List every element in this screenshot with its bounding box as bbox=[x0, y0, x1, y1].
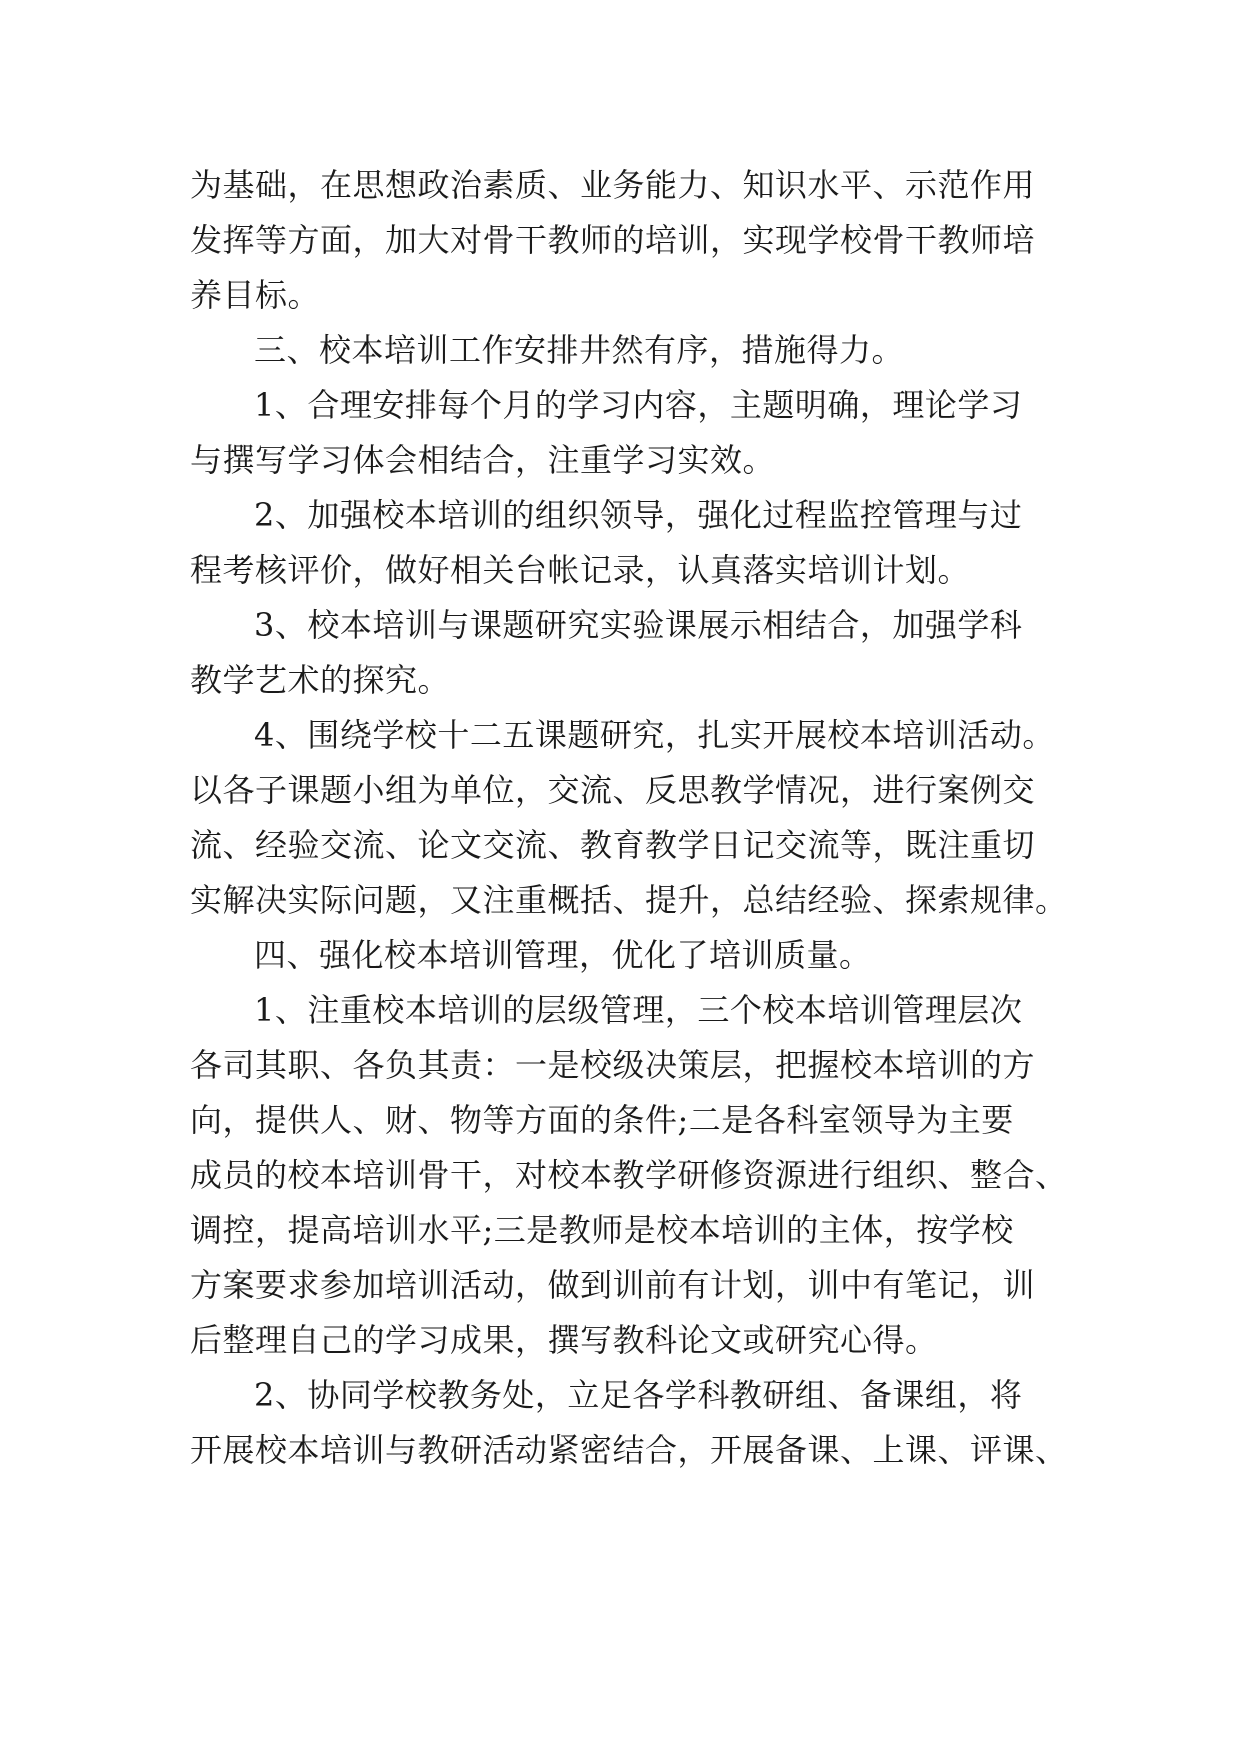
text-line: 2、协同学校教务处，立足各学科教研组、备课组，将 bbox=[254, 1376, 1023, 1414]
text-line: 实解决实际问题，又注重概括、提升，总结经验、探索规律。 bbox=[190, 881, 1068, 919]
text-line: 养目标。 bbox=[190, 276, 321, 314]
text-line: 后整理自己的学习成果，撰写教科论文或研究心得。 bbox=[190, 1321, 938, 1359]
text-line: 流、经验交流、论文交流、教育教学日记交流等，既注重切 bbox=[190, 826, 1036, 864]
section-heading: 三、校本培训工作安排井然有序，措施得力。 bbox=[254, 331, 905, 369]
text-line: 2、加强校本培训的组织领导，强化过程监控管理与过 bbox=[254, 496, 1023, 534]
body-text bbox=[190, 158, 1068, 1478]
section-heading: 四、强化校本培训管理，优化了培训质量。 bbox=[254, 936, 872, 974]
text-line: 以各子课题小组为单位，交流、反思教学情况，进行案例交 bbox=[190, 771, 1036, 809]
text-line: 与撰写学习体会相结合，注重学习实效。 bbox=[190, 441, 776, 479]
text-line: 开展校本培训与教研活动紧密结合，开展备课、上课、评课、 bbox=[190, 1431, 1068, 1469]
text-line: 成员的校本培训骨干，对校本教学研修资源进行组织、整合、 bbox=[190, 1156, 1068, 1194]
text-line: 方案要求参加培训活动，做到训前有计划，训中有笔记，训 bbox=[190, 1266, 1036, 1304]
text-line: 4、围绕学校十二五课题研究，扎实开展校本培训活动。 bbox=[254, 716, 1055, 754]
text-line: 为基础，在思想政治素质、业务能力、知识水平、示范作用 bbox=[190, 166, 1036, 204]
text-line: 向，提供人、财、物等方面的条件;二是各科室领导为主要 bbox=[190, 1101, 1014, 1139]
text-line: 各司其职、各负其责：一是校级决策层，把握校本培训的方 bbox=[190, 1046, 1036, 1084]
text-line: 1、合理安排每个月的学习内容，主题明确，理论学习 bbox=[254, 386, 1023, 424]
text-line: 调控，提高培训水平;三是教师是校本培训的主体，按学校 bbox=[190, 1211, 1014, 1249]
text-line: 发挥等方面，加大对骨干教师的培训，实现学校骨干教师培 bbox=[190, 221, 1036, 259]
text-line: 教学艺术的探究。 bbox=[190, 661, 451, 699]
text-line: 3、校本培训与课题研究实验课展示相结合，加强学科 bbox=[254, 606, 1023, 644]
text-line: 程考核评价，做好相关台帐记录，认真落实培训计划。 bbox=[190, 551, 971, 589]
text-line: 1、注重校本培训的层级管理，三个校本培训管理层次 bbox=[254, 991, 1023, 1029]
